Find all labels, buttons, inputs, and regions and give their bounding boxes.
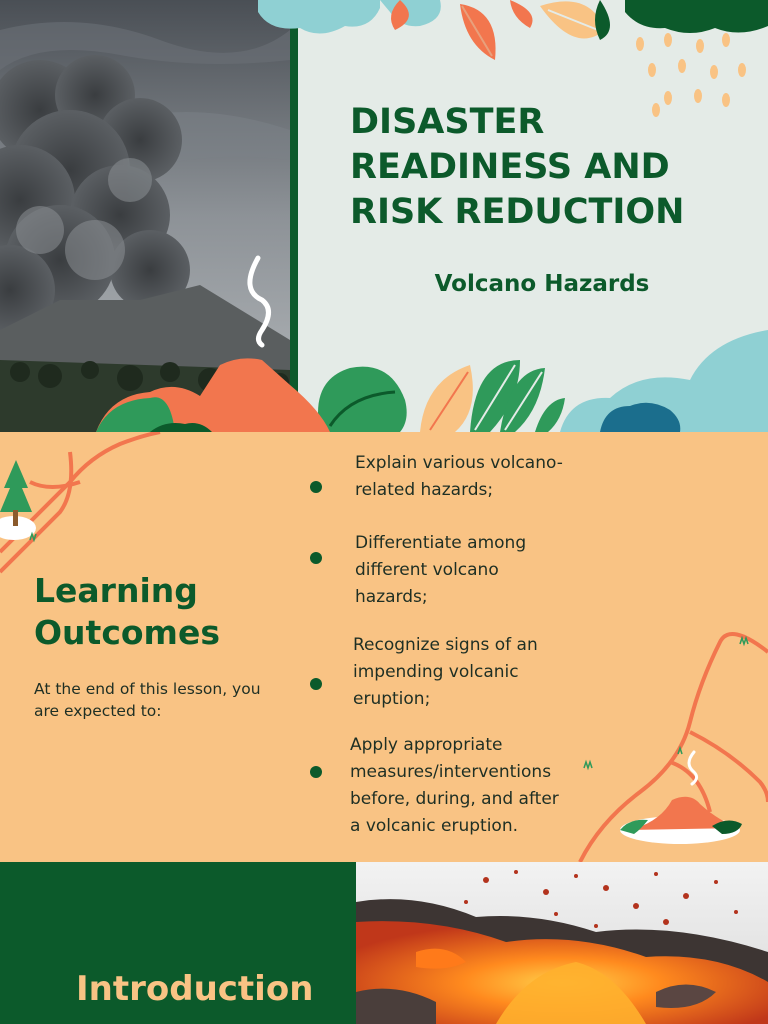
introduction-heading: Introduction — [76, 969, 314, 1009]
page-title — [350, 100, 750, 235]
bullet-icon — [310, 766, 322, 778]
learning-outcomes-heading — [34, 570, 220, 654]
list-item: Recognize signs of an impending volcanic eruption; — [310, 632, 600, 732]
page-subtitle: Volcano Hazards — [434, 271, 650, 297]
bullet-icon — [310, 481, 322, 493]
cover-section — [0, 0, 768, 432]
bullet-icon — [310, 552, 322, 564]
outcomes-intro-text: At the end of this lesson, you are expected to: — [34, 680, 261, 720]
outcomes-list — [310, 450, 600, 842]
title-line: READINESS AND — [350, 147, 670, 187]
list-item: Explain various volcano- related hazards; — [310, 450, 600, 524]
bullet-icon — [310, 678, 322, 690]
list-item: Apply appropriate measures/interventions before, during, and after a volcanic eruption. — [310, 732, 600, 842]
learning-outcomes-section — [0, 432, 768, 862]
heading-line: Outcomes — [34, 613, 220, 652]
heading-line: Learning — [34, 571, 198, 610]
lava-eruption-photo — [356, 862, 768, 1024]
title-line: RISK REDUCTION — [350, 192, 685, 232]
list-item: Differentiate among different volcano hazards; — [310, 530, 600, 632]
title-line: DISASTER — [350, 102, 545, 142]
introduction-section — [0, 862, 768, 1024]
